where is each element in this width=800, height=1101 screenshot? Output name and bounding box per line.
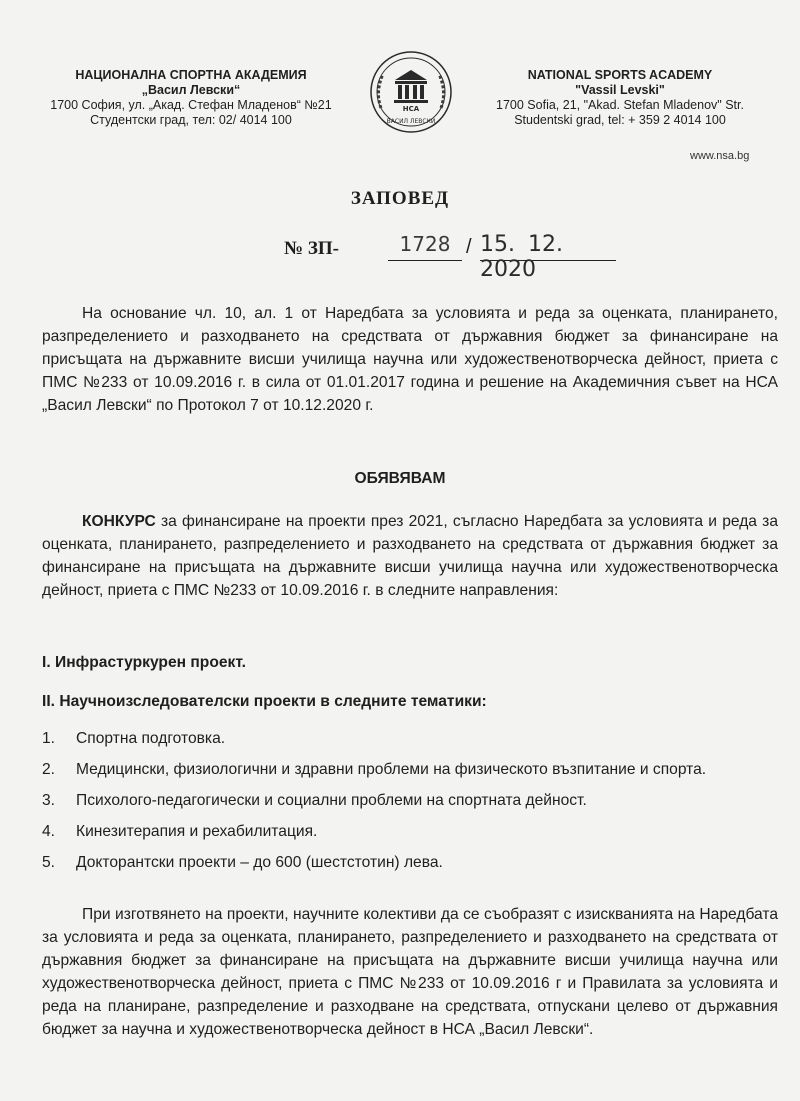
- list-item-label: Докторантски проекти – до 600 (шестстотин) лева.: [76, 854, 443, 871]
- section-one: I. Инфрастуркурен проект.: [42, 654, 246, 671]
- list-item-label: Кинезитерапия и рехабилитация.: [76, 823, 318, 840]
- header-right: [470, 68, 770, 128]
- order-number: 1728: [388, 232, 462, 261]
- address-en: 1700 Sofia, 21, "Akad. Stefan Mladenov" Str.: [496, 98, 744, 112]
- contest-paragraph: [42, 510, 778, 602]
- org-name-en: NATIONAL SPORTS ACADEMY: [527, 68, 713, 82]
- logo-motto: ВАСИЛ ЛЕВСКИ: [386, 118, 436, 125]
- logo-abbr: НСА: [402, 105, 420, 113]
- list-item-label: Медицински, физиологични и здравни проблеми на физическото възпитание и спорта.: [76, 761, 707, 778]
- topics-list: [42, 727, 778, 882]
- contest-lead: КОНКУРС: [82, 513, 156, 530]
- list-item: [42, 851, 778, 874]
- section-two: II. Научноизследователски проекти в следните тематики:: [42, 693, 487, 710]
- list-item-number: 3.: [42, 792, 56, 809]
- list-item-number: 4.: [42, 823, 56, 840]
- document-title: ЗАПОВЕД: [350, 188, 450, 209]
- closing-paragraph: При изготвянето на проекти, научните колективи да се съобразят с изискванията на Наредбата за условията и реда за оценката, планирането, разпределението и разходването на средствата от държавния бюджет за финансиране на присъщата на държавните висши училища научна или художественотворческа дейност, приета с ПМС №233 от 10.09.2016 г и Правилата за условията и реда на планиране, разпределение и разходване на средствата, отпускани целево от държавния бюджет за научна и художественотворческа дейност в НСА „Васил Левски“.: [42, 906, 778, 1038]
- list-item-label: Психолого-педагогически и социални проблеми на спортната дейност.: [76, 792, 587, 809]
- order-prefix: № ЗП-: [284, 238, 339, 259]
- list-item: [42, 758, 778, 781]
- list-item-number: 2.: [42, 761, 56, 778]
- contest-text: за финансиране на проекти през 2021, съгласно Наредбата за условията и реда за оценката, планирането, разпределението и разходването на средствата от държавния бюджет за финансиране на присъщата на държавните висши училища научна или художественотворческа дейност, приета с ПМС №233 от 10.09.2016 г. в следните направления:: [42, 513, 778, 599]
- website: www.nsa.bg: [690, 150, 750, 162]
- list-item-number: 1.: [42, 730, 56, 747]
- order-number-line: [284, 232, 624, 282]
- address-bg: 1700 София, ул. „Акад. Стефан Младенов“ №21: [50, 98, 332, 112]
- list-item-number: 5.: [42, 854, 56, 871]
- list-item: [42, 727, 778, 750]
- phone-en: Studentski grad, tel: + 359 2 4014 100: [514, 113, 726, 127]
- academy-logo: [367, 48, 455, 136]
- order-slash: /: [466, 236, 472, 258]
- phone-bg: Студентски град, тел: 02/ 4014 100: [90, 113, 292, 127]
- header-left: [26, 68, 356, 128]
- preamble-paragraph: На основание чл. 10, ал. 1 от Наредбата за условията и реда за оценката, планирането, разпределението и разходването на средствата от държавния бюджет за финансиране на присъщата на държавните висши училища научна или художественотворческа дейност, приета с ПМС №233 от 10.09.2016 г. в сила от 01.01.2017 година и решение на Академичния съвет на НСА „Васил Левски“ по Протокол 7 от 10.12.2020 г.: [42, 305, 778, 414]
- list-item-label: Спортна подготовка.: [76, 730, 226, 747]
- order-date: 15. 12. 2020: [480, 232, 616, 261]
- org-subname-bg: „Васил Левски“: [141, 83, 241, 97]
- org-name-bg: НАЦИОНАЛНА СПОРТНА АКАДЕМИЯ: [75, 68, 307, 82]
- list-item: [42, 789, 778, 812]
- announce-heading: ОБЯВЯВАМ: [354, 470, 446, 487]
- org-subname-en: "Vassil Levski": [575, 83, 665, 97]
- list-item: [42, 820, 778, 843]
